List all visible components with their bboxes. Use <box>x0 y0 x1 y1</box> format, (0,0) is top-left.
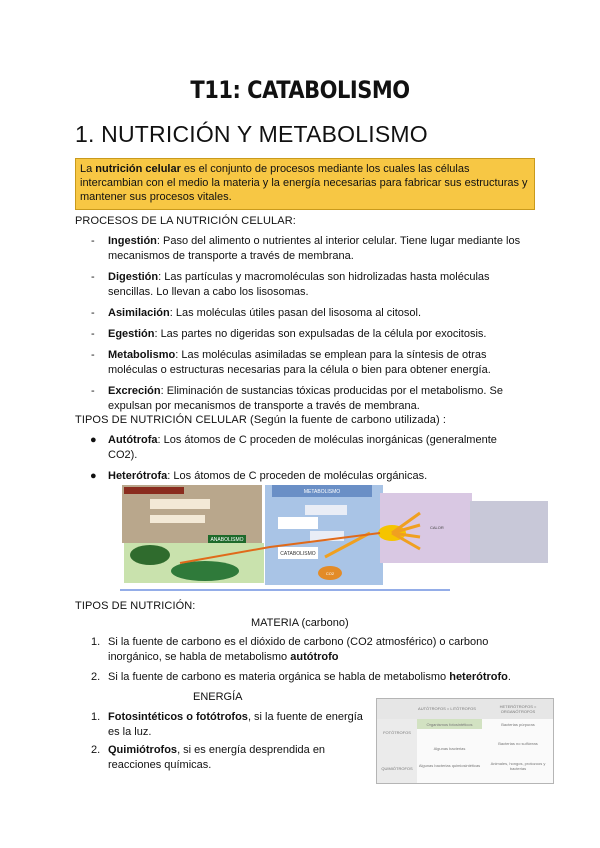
bullet-dot: ● <box>90 434 97 446</box>
table-cell: Bacterias no sulfúreas <box>498 741 538 746</box>
anabolism-label: ANABOLISMO <box>210 537 244 543</box>
metabolism-label: METABOLISMO <box>303 489 341 495</box>
definition-text: es el conjunto de procesos mediante los cuales las células intercambian con el medio la materia y la energía necesarias para fabricar sus estructuras y mantener sus procesos vitales. <box>80 163 528 203</box>
item-number: 1. <box>91 636 101 648</box>
definition-box <box>75 158 535 210</box>
list-item <box>91 234 528 264</box>
dash-marker: - <box>91 385 95 397</box>
process-term: Ingestión <box>108 235 157 247</box>
processes-list <box>91 234 528 420</box>
definition-term: nutrición celular <box>95 163 181 175</box>
types-heading: TIPOS DE NUTRICIÓN CELULAR (Según la fuente de carbono utilizada) : <box>75 414 447 426</box>
metabolism-figure <box>120 483 550 591</box>
row-header-band <box>377 719 417 783</box>
table-cell: Bacterias púrpuras <box>501 722 535 727</box>
materia-item <box>91 635 531 665</box>
table-cell: Algunas bacterias quimiosintéticas <box>418 763 481 768</box>
section-heading: 1. NUTRICIÓN Y METABOLISMO <box>75 121 428 147</box>
dash-marker: - <box>91 349 95 361</box>
calor-label: CALOR <box>430 525 444 530</box>
dash-marker: - <box>91 235 95 247</box>
process-term: Excreción <box>108 385 161 397</box>
item-post: , si es energía desprendida en reacciones químicas. <box>108 744 326 771</box>
item-post: , si la fuente de energía es la luz. <box>108 711 363 738</box>
item-text: Si la fuente de carbono es materia orgánica se habla de metabolismo <box>108 671 450 683</box>
type-text: : Los átomos de C proceden de moléculas inorgánicas (generalmente CO2). <box>108 434 497 461</box>
list-item <box>90 469 528 484</box>
item-text: Si la fuente de carbono es el dióxido de carbono (CO2 atmosférico) o carbono inorgánico, se habla de metabolismo <box>108 636 489 663</box>
process-text: : Las moléculas asimiladas se emplean para la síntesis de otras moléculas o estructuras necesarias para la célula o bien para obtener energía. <box>108 349 491 376</box>
type-term: Heterótrofa <box>108 470 168 482</box>
energia-item <box>91 743 363 773</box>
nutrition-heading: TIPOS DE NUTRICIÓN: <box>75 600 196 612</box>
output-panel <box>470 501 548 563</box>
list-item <box>91 270 528 300</box>
bullet-dot: ● <box>90 470 97 482</box>
table-cell: Animales, hongos, protozoos y bacterias <box>490 761 546 771</box>
panel-header <box>124 487 184 494</box>
row-header: FOTÓTROFOS <box>383 730 411 735</box>
list-item <box>90 433 528 463</box>
process-term: Metabolismo <box>108 349 176 361</box>
item-bold: Fotosintéticos o fotótrofos <box>108 711 248 723</box>
process-text: : Las partículas y macromoléculas son hidrolizadas hasta moléculas sencillas. Lo llevan a cabo los lisosomas. <box>108 271 490 298</box>
process-text: : Las partes no digeridas son expulsadas de la célula por exocitosis. <box>154 328 487 340</box>
materia-heading: MATERIA (carbono) <box>251 617 349 629</box>
chloroplast-icon <box>130 545 170 565</box>
col-header: HETERÓTROFOS = ORGANÓTROFOS <box>499 704 537 714</box>
mitochondrion-icon <box>171 561 239 581</box>
process-term: Asimilación <box>108 307 170 319</box>
types-list <box>90 433 528 490</box>
table-cell: Organismos fotosintéticos <box>426 722 473 727</box>
box <box>305 505 347 515</box>
process-text: : Paso del alimento o nutrientes al interior celular. Tiene lugar mediante los mecanismos de transporte a través de membrana. <box>108 235 521 262</box>
energia-item <box>91 710 363 740</box>
item-bold: autótrofo <box>290 651 339 663</box>
nutrition-table <box>376 698 554 784</box>
processes-heading: PROCESOS DE LA NUTRICIÓN CELULAR: <box>75 215 296 227</box>
dash-marker: - <box>91 307 95 319</box>
list-item <box>91 384 528 414</box>
item-bold: Quimiótrofos <box>108 744 178 756</box>
item-number: 2. <box>91 744 101 756</box>
panel-label <box>150 499 210 509</box>
row-header: QUIMIÓTROFOS <box>381 766 413 771</box>
list-item <box>91 348 528 378</box>
materia-item <box>91 670 531 685</box>
panel-label <box>150 515 205 523</box>
definition-pre: La <box>80 163 96 175</box>
item-post: . <box>507 671 511 683</box>
item-number: 1. <box>91 711 101 723</box>
item-number: 2. <box>91 671 101 683</box>
catabolism-label: CATABOLISMO <box>280 551 316 557</box>
type-text: : Los átomos de C proceden de moléculas orgánicas. <box>167 470 428 482</box>
list-item <box>91 327 528 342</box>
col-header: AUTÓTROFOS = LITÓTROFOS <box>418 706 476 711</box>
type-term: Autótrofa <box>108 434 158 446</box>
process-text: : Las moléculas útiles pasan del lisosoma al citosol. <box>169 307 422 319</box>
process-term: Digestión <box>108 271 159 283</box>
page-title: T11: CATABOLISMO <box>190 76 410 104</box>
table-cell: Algunas bacterias <box>433 746 466 751</box>
list-item <box>91 306 528 321</box>
process-text: : Eliminación de sustancias tóxicas producidas por el metabolismo. Se expulsan por mecanismos de transporte a través de membrana. <box>108 385 503 412</box>
item-bold: heterótrofo <box>449 671 508 683</box>
dash-marker: - <box>91 328 95 340</box>
process-term: Egestión <box>108 328 155 340</box>
dash-marker: - <box>91 271 95 283</box>
anabolism-box <box>278 517 318 529</box>
co2-label: CO2 <box>325 571 335 576</box>
energia-heading: ENERGÍA <box>193 691 243 703</box>
